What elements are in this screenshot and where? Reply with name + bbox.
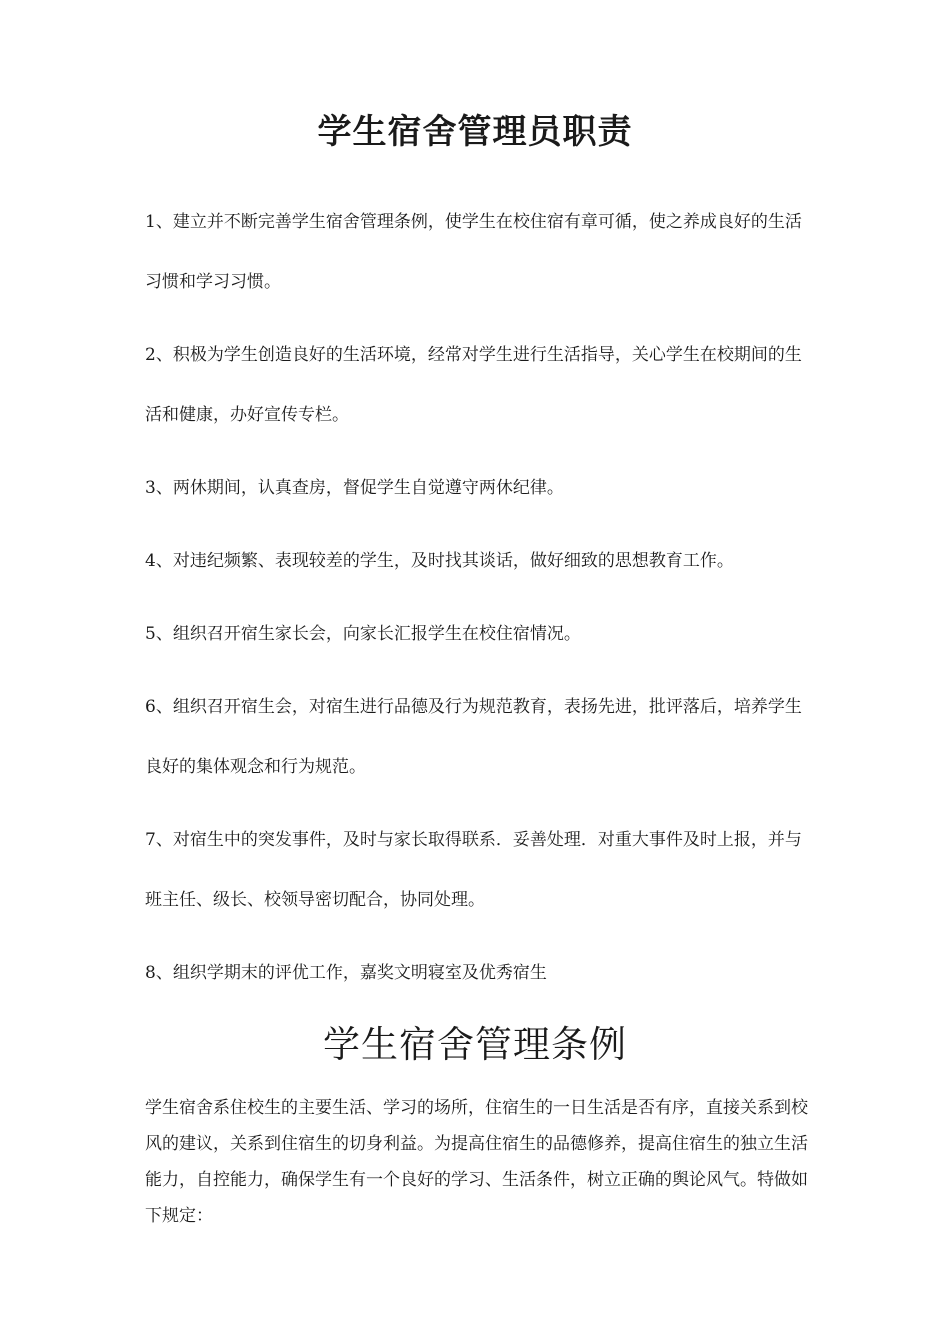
duty-item: 6、组织召开宿生会，对宿生进行品德及行为规范教育，表扬先进，批评落后，培养学生良好的集体观念和行为规范。 <box>145 697 802 777</box>
duty-item: 2、积极为学生创造良好的生活环境，经常对学生进行生活指导，关心学生在校期间的生活和健康，办好宣传专栏。 <box>145 345 802 425</box>
section-title-duties: 学生宿舍管理员职责 <box>317 112 633 152</box>
duty-item: 3、两休期间，认真查房，督促学生自觉遵守两休纪律。 <box>145 478 564 498</box>
duty-item: 7、对宿生中的突发事件，及时与家长取得联系．妥善处理．对重大事件及时上报，并与班主任、级长、校领导密切配合，协同处理。 <box>145 830 802 910</box>
duty-item: 4、对违纪频繁、表现较差的学生，及时找其谈话，做好细致的思想教育工作。 <box>145 551 734 571</box>
duty-item: 1、建立并不断完善学生宿舍管理条例，使学生在校住宿有章可循，使之养成良好的生活习惯和学习习惯。 <box>145 212 802 292</box>
duties-list <box>145 192 810 1016</box>
duty-item: 8、组织学期末的评优工作，嘉奖文明寝室及优秀宿生 <box>145 963 547 983</box>
duty-item: 5、组织召开宿生家长会，向家长汇报学生在校住宿情况。 <box>145 624 581 644</box>
section-title-regulations: 学生宿舍管理条例 <box>323 1023 627 1066</box>
regulations-intro-paragraph: 学生宿舍系住校生的主要生活、学习的场所，住宿生的一日生活是否有序，直接关系到校风的建议，关系到住宿生的切身利益。为提高住宿生的品德修养，提高住宿生的独立生活能力，自控能力，确保学生有一个良好的学习、生活条件，树立正确的舆论风气。特做如下规定： <box>145 1098 808 1226</box>
